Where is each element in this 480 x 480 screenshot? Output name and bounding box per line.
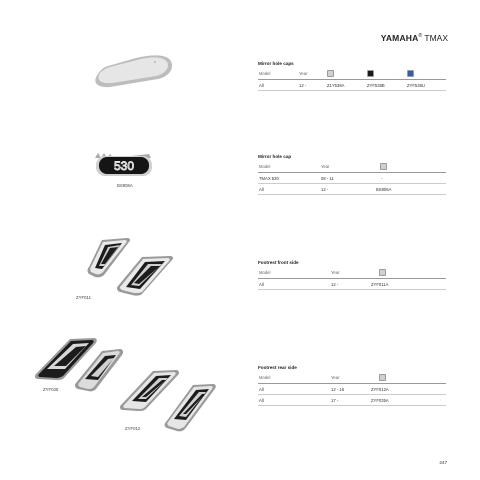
section-title: Mirror hole cap [258, 154, 292, 159]
table-header-row [258, 269, 446, 279]
spec-table [258, 269, 446, 290]
spec-table [258, 70, 446, 91]
col-blue [406, 70, 446, 80]
table-row [258, 80, 446, 91]
section-title: Footrest front side [258, 260, 299, 265]
col-silver [326, 70, 366, 80]
rear-right-footrest-a [120, 370, 179, 411]
cell-code-black: ZYF538B [366, 80, 406, 91]
table-row [258, 184, 446, 195]
cell-model: All [258, 384, 330, 395]
section-footrest-front [258, 260, 446, 290]
cell-year: 12 - [298, 80, 326, 91]
rear-right-footrest-b [165, 384, 216, 431]
rear-right-footrest-image [118, 367, 218, 443]
spec-table [258, 163, 446, 195]
table-row [258, 395, 446, 406]
col-model: Model [258, 374, 330, 384]
table-row [258, 173, 446, 184]
brand-name: YAMAHA [380, 33, 419, 43]
table-header-row [258, 374, 446, 384]
cell-model: All [258, 279, 330, 290]
cell-code: ZYF012A [370, 384, 446, 395]
cell-model: All [258, 184, 320, 195]
code-front-footrest: ZYF011 [76, 295, 91, 300]
cell-code: ZYF035A [370, 395, 446, 406]
model-name: TMAX [424, 33, 448, 43]
cell-model: All [258, 395, 330, 406]
code-rear-right: ZYF012 [125, 426, 141, 431]
table-row [258, 384, 446, 395]
silver-swatch [327, 70, 334, 77]
section-footrest-rear [258, 365, 446, 406]
cap-530-image [93, 148, 155, 178]
cell-model: TMAX 530 [258, 173, 320, 184]
col-silver [370, 374, 446, 384]
section-title: Mirror hole caps [258, 61, 294, 66]
mirror-cap-logo: Z [154, 60, 156, 64]
cell-year: 08 - 11 [320, 173, 362, 184]
cell-year: 12 - [320, 184, 362, 195]
col-model: Model [258, 163, 320, 173]
col-model: Model [258, 269, 330, 279]
mirror-hole-cap-image [88, 52, 178, 90]
rear-left-footrest-image [32, 335, 132, 395]
table-header-row [258, 70, 446, 80]
front-footrest-right [117, 256, 173, 296]
col-model: Model [258, 70, 298, 80]
front-footrest-image [84, 237, 184, 299]
col-black [366, 70, 406, 80]
page-number: 247 [439, 460, 447, 465]
cell-code-silver: Z1Y538A [326, 80, 366, 91]
col-year: Year [298, 70, 326, 80]
cell-year: 12 - [330, 279, 370, 290]
table-row [258, 279, 446, 290]
col-year: Year [320, 163, 362, 173]
page-header [381, 33, 448, 43]
section-mirror-hole-caps [258, 61, 446, 91]
col-year: Year [330, 374, 370, 384]
col-year: Year [330, 269, 370, 279]
code-cap-530: BS806A [117, 183, 133, 188]
section-title: Footrest rear side [258, 365, 297, 370]
cell-code: ZYF011A [370, 279, 446, 290]
cap-530-number: 530 [113, 159, 135, 173]
blue-swatch [407, 70, 414, 77]
col-silver [362, 163, 446, 173]
cell-year: 12 - 16 [330, 384, 370, 395]
cell-year: 17 - [330, 395, 370, 406]
spec-table [258, 374, 446, 406]
front-footrest-left [88, 238, 131, 277]
registered-mark: ® [418, 33, 423, 39]
cell-code: - [362, 173, 446, 184]
col-silver [370, 269, 446, 279]
black-swatch [367, 70, 374, 77]
cell-code-blue: ZYF538U [406, 80, 446, 91]
silver-swatch [380, 163, 387, 170]
cell-code: BS806A [362, 184, 446, 195]
cell-model: All [258, 80, 298, 91]
table-header-row [258, 163, 446, 173]
silver-swatch [379, 374, 386, 381]
silver-swatch [379, 269, 386, 276]
section-mirror-hole-cap [258, 154, 446, 195]
code-rear-left: ZYF035 [43, 387, 59, 392]
